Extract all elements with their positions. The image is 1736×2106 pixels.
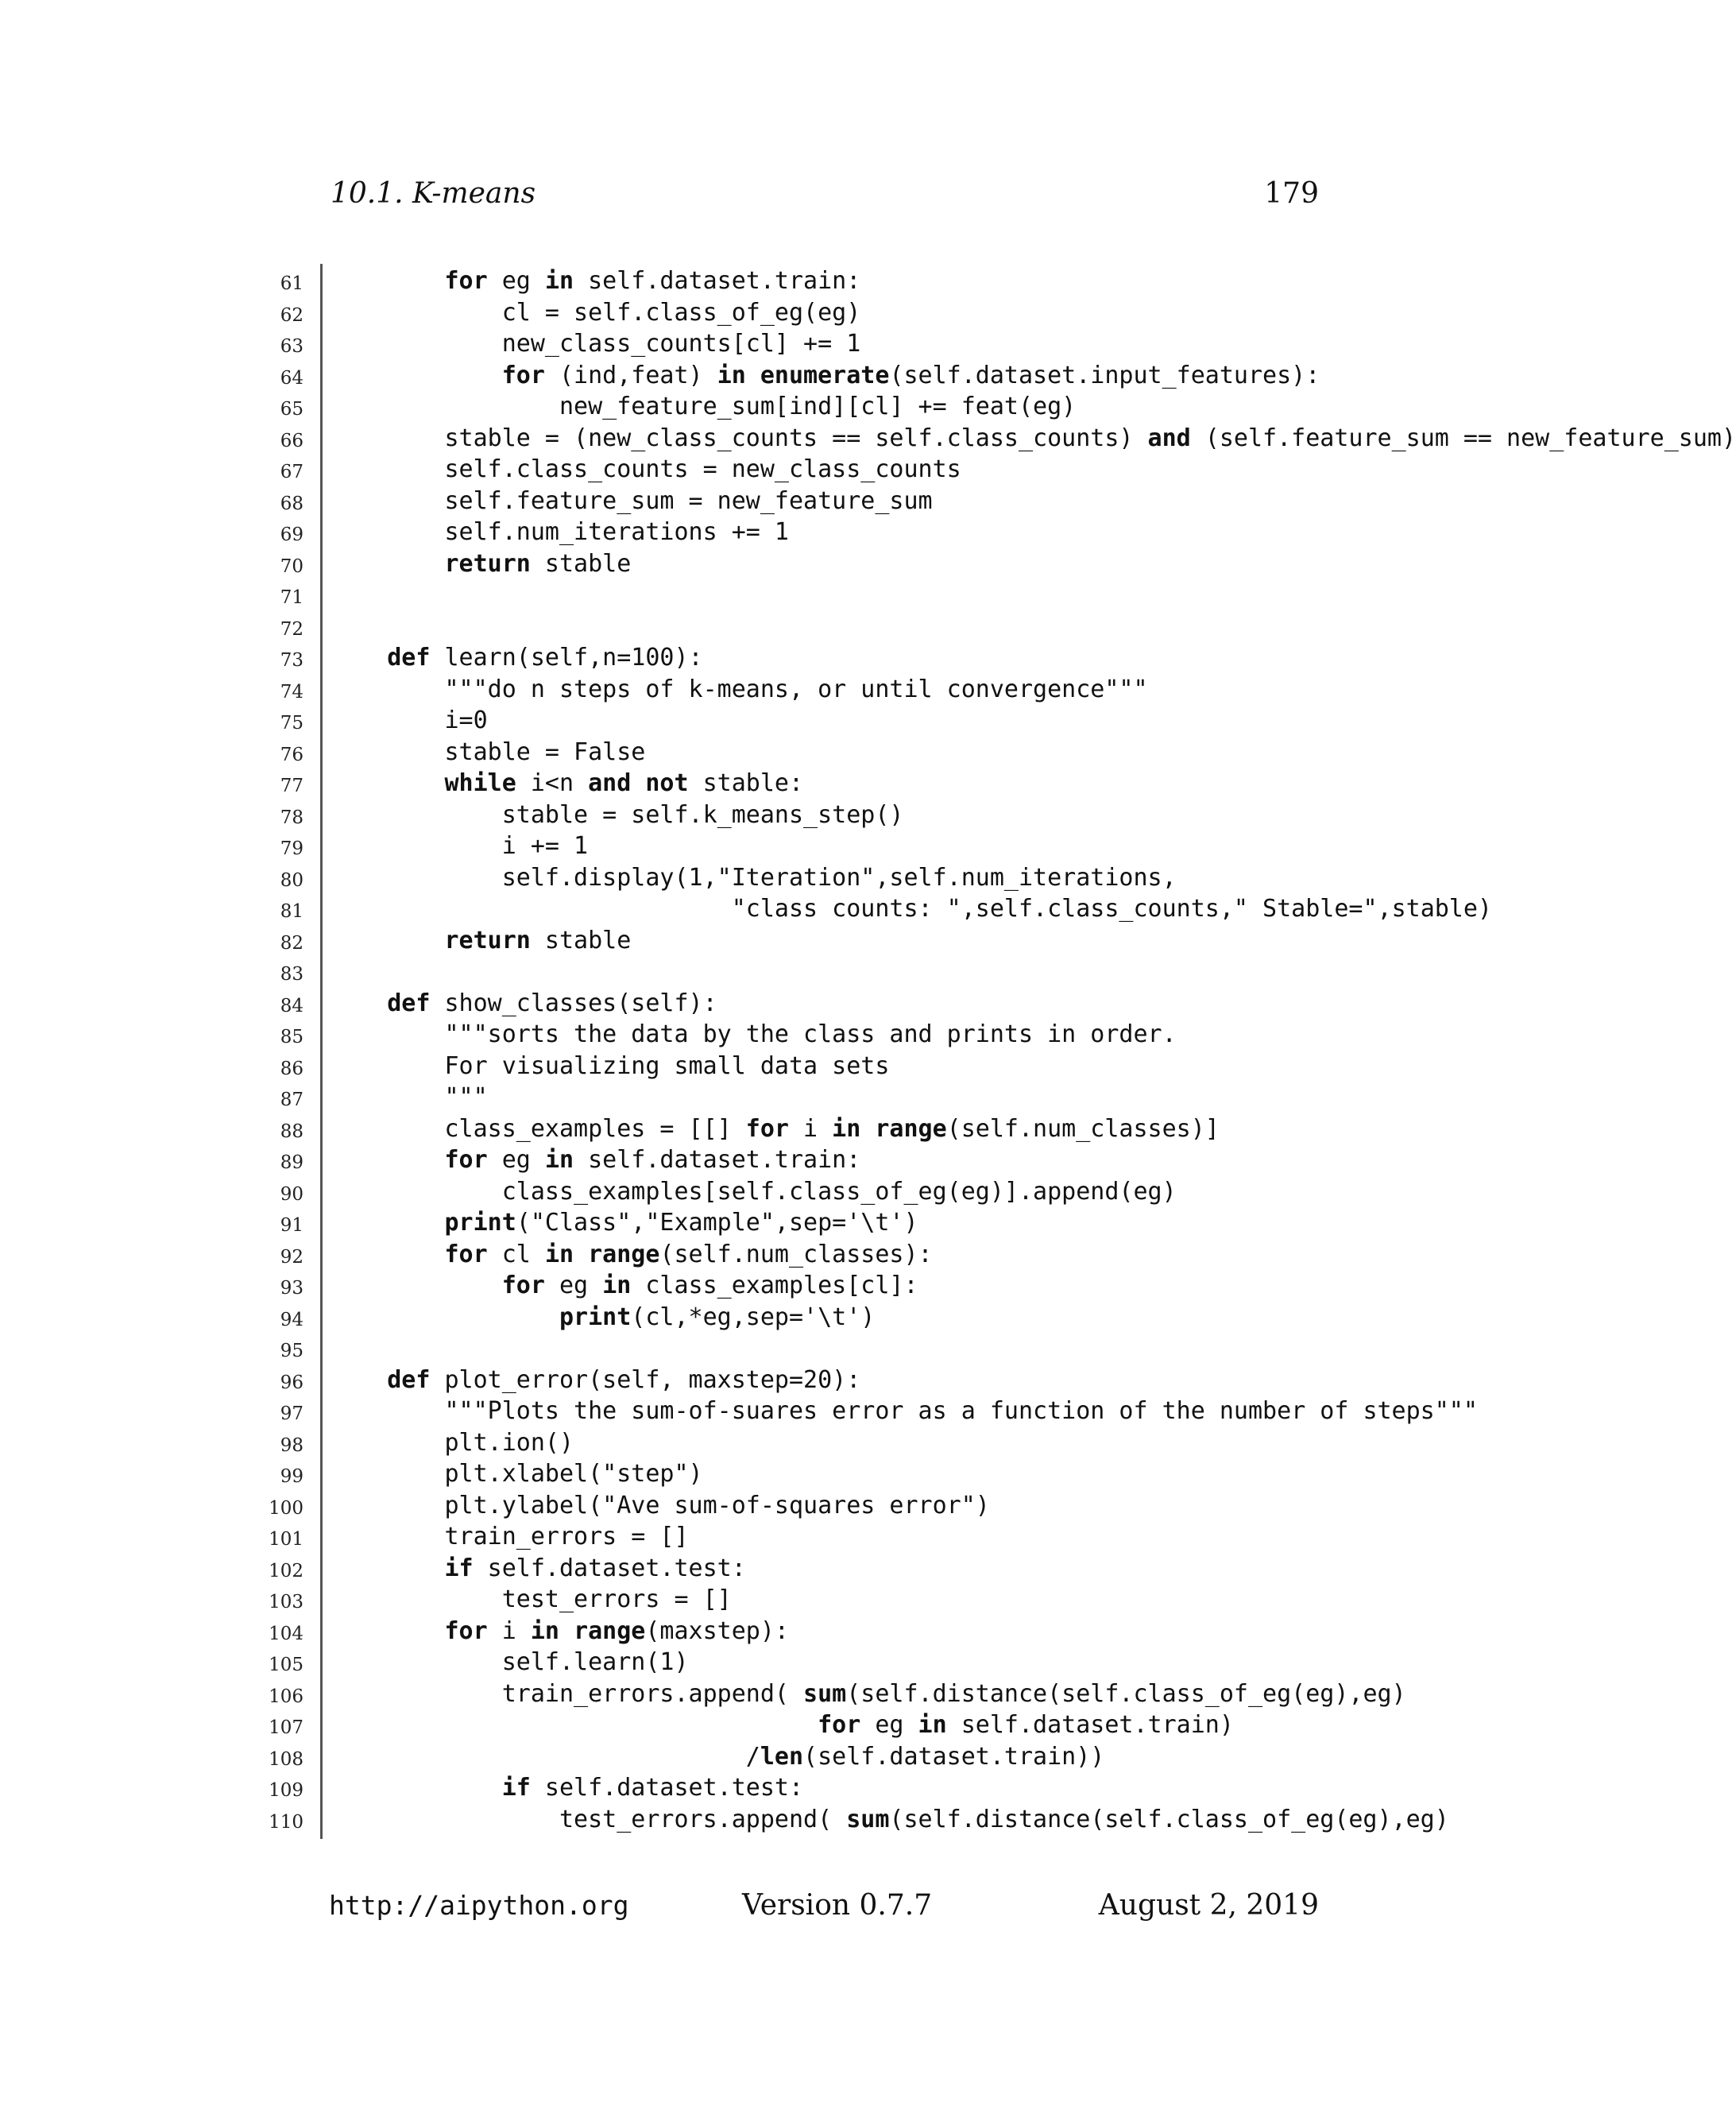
code-indent [330,550,445,578]
line-number: 81 [280,901,304,922]
line-number: 104 [269,1623,304,1644]
line-number: 92 [280,1246,304,1268]
code-indent [330,1209,445,1237]
code-token: plt.ylabel("Ave sum-of-squares error") [444,1491,990,1519]
code-token: self.dataset.train: [574,267,861,295]
code-indent [330,801,502,829]
line-number: 68 [280,493,304,514]
code-token: self.dataset.test: [530,1774,804,1802]
code-token: (self.dataset.input_features): [889,361,1320,389]
code-text [330,674,1148,706]
line-number: 84 [280,995,304,1016]
code-token: self.dataset.train) [946,1711,1234,1739]
line-number: 80 [280,869,304,891]
code-keyword: in [530,1616,559,1645]
code-text [330,1082,488,1113]
code-line [0,328,1627,360]
code-text [330,1490,990,1522]
code-text [330,360,1320,392]
code-indent [330,1178,502,1206]
line-number: 105 [269,1655,304,1675]
line-number: 96 [280,1372,304,1393]
code-keyword: for [745,1114,789,1143]
code-token: """ [444,1083,488,1111]
code-text [330,1113,1220,1145]
code-line [0,925,1627,957]
code-indent [330,1429,445,1457]
code-text [330,1553,746,1585]
code-line [0,454,1627,486]
code-text [330,548,631,580]
line-number: 71 [280,587,304,608]
page-number: 179 [1264,177,1319,210]
code-token: cl [487,1240,545,1268]
code-line [0,1804,1627,1836]
line-number: 108 [269,1748,304,1770]
code-token: """do n steps of k-means, or until convergence""" [444,675,1148,703]
line-number: 67 [280,462,304,482]
code-keyword: for [444,267,488,295]
code-text [330,1427,574,1459]
code-token: self.num_iterations += 1 [444,518,789,546]
code-text [330,737,645,768]
code-line [0,1458,1627,1490]
code-keyword: for [444,1146,488,1174]
code-indent [330,1083,445,1111]
code-text [330,1270,918,1302]
code-line [0,1521,1627,1553]
line-number: 70 [280,556,304,577]
code-token: class_examples[cl]: [631,1272,918,1299]
code-keyword: if [444,1554,474,1582]
line-number: 93 [280,1278,304,1299]
code-text [330,642,703,674]
code-line [0,642,1627,674]
line-number: 110 [269,1811,304,1833]
code-indent [330,518,445,546]
code-line [0,1427,1627,1459]
code-token: self.learn(1) [501,1648,689,1676]
code-token: self.display(1,"Iteration",self.num_iterations, [501,863,1177,892]
code-token: class_examples = [[] [444,1114,746,1143]
code-text [330,705,488,737]
code-line [0,579,1627,611]
code-token [860,1115,875,1143]
code-line [0,799,1627,831]
code-token [574,1241,588,1268]
code-keyword: return [444,926,531,954]
code-token: (self.num_classes): [659,1240,933,1268]
code-line [0,893,1627,925]
code-token: self.feature_sum = new_feature_sum [444,486,933,515]
code-token [746,362,760,389]
code-token: eg [544,1272,603,1299]
code-line [0,1709,1627,1741]
line-number: 91 [280,1215,304,1236]
code-text [330,893,1492,925]
code-indent [330,1303,559,1331]
code-keyword: for [444,1240,488,1268]
code-token: """sorts the data by the class and prints in order. [444,1020,1177,1048]
code-line [0,423,1736,455]
code-indent [330,1806,559,1833]
line-number: 87 [280,1090,304,1110]
code-keyword: print [559,1303,632,1331]
code-token: stable = False [444,737,646,766]
code-keyword: enumerate [760,361,890,389]
code-text [330,1741,1104,1773]
code-token: (self.distance(self.class_of_eg(eg),eg) [889,1805,1449,1833]
code-line [0,862,1627,894]
code-indent [330,832,502,860]
code-keyword: in [544,1240,574,1268]
line-number: 85 [280,1027,304,1047]
code-listing [0,265,1736,1835]
code-keyword: in [544,267,574,295]
code-line [0,988,1627,1020]
code-indent [330,1460,445,1488]
code-indent [330,362,502,389]
code-indent [330,1743,502,1771]
code-text [330,1458,703,1490]
code-token: cl = self.class_of_eg(eg) [501,298,861,327]
code-indent [330,424,445,452]
code-token: (self.num_classes)] [946,1114,1220,1143]
line-number: 86 [280,1058,304,1079]
line-number: 79 [280,838,304,859]
code-indent [330,864,502,892]
line-number: 72 [280,618,304,640]
code-token: plot_error(self, maxstep=20): [430,1365,861,1394]
code-indent [330,1711,502,1739]
code-line [0,1051,1627,1082]
code-text [330,265,860,297]
code-token: eg [487,1146,545,1174]
code-indent [330,738,445,766]
code-text [330,1709,1234,1741]
code-token: For visualizing small data sets [444,1051,890,1080]
code-keyword: sum [803,1679,847,1708]
code-text [330,328,860,360]
code-indent [330,1774,502,1802]
code-token [502,1711,818,1739]
code-indent [330,1492,445,1519]
line-number: 103 [269,1592,304,1612]
line-number: 106 [269,1686,304,1707]
code-token: train_errors.append( [501,1679,804,1708]
code-keyword: range [574,1616,646,1645]
code-line [0,1239,1627,1271]
code-indent [330,330,502,358]
code-indent [330,1617,445,1645]
code-keyword: in [918,1711,947,1739]
line-number: 73 [280,650,304,671]
code-keyword: return [444,549,531,578]
code-text [330,297,860,329]
line-number: 63 [280,336,304,357]
code-token: test_errors.append( [559,1805,847,1833]
code-token: eg [860,1711,918,1739]
line-number: 100 [269,1497,304,1519]
code-keyword: def [387,989,431,1017]
code-line [0,1616,1627,1647]
line-number: 66 [280,430,304,451]
code-text [330,1584,732,1616]
code-line [0,768,1627,799]
code-text [330,1051,889,1082]
line-number: 74 [280,681,304,703]
code-keyword: for [501,361,545,389]
code-token: eg [487,267,545,295]
code-line [0,674,1627,706]
code-line [0,1144,1627,1176]
code-line [0,548,1627,580]
code-indent [330,1146,445,1174]
code-line [0,611,1627,643]
code-text [330,1804,1449,1836]
code-token: (self.dataset.train)) [803,1742,1105,1771]
code-token: (maxstep): [645,1616,789,1645]
line-number: 61 [280,273,304,294]
code-indent [330,267,445,295]
code-line [0,1333,1627,1365]
code-text [330,988,717,1020]
code-token: plt.ion() [444,1428,574,1457]
code-text [330,1521,689,1553]
code-token: / [501,1742,760,1771]
code-token: i [487,1616,531,1645]
code-text [330,1207,918,1239]
code-indent [330,487,445,515]
code-indent [330,1366,387,1394]
code-text [330,1302,875,1334]
code-keyword: sum [846,1805,890,1833]
line-number: 107 [269,1717,304,1738]
code-text [330,1772,803,1804]
code-line [0,1270,1627,1302]
code-indent [330,1554,445,1582]
code-keyword: def [387,644,431,672]
code-indent [330,707,445,734]
code-token: """Plots the sum-of-suares error as a function of the number of steps""" [444,1397,1478,1425]
code-token: stable = (new_class_counts == self.class_counts) [444,424,1148,452]
code-keyword: for [818,1711,861,1739]
code-keyword: and [1147,424,1191,452]
code-text [330,454,961,486]
code-token: plt.xlabel("step") [444,1460,703,1488]
code-indent [330,1241,445,1268]
code-text [330,830,588,862]
code-line [0,517,1627,548]
code-keyword: in [602,1272,632,1299]
code-indent [330,1272,502,1299]
line-number: 94 [280,1309,304,1330]
code-keyword: len [760,1742,804,1771]
code-indent [330,1397,445,1425]
code-indent [330,1648,502,1676]
code-token: (cl,*eg,sep='\t') [631,1303,876,1331]
code-token: i=0 [444,707,488,734]
code-token: stable [530,549,632,578]
line-number: 109 [269,1780,304,1801]
code-keyword: for [501,1272,545,1299]
code-text [330,799,903,831]
code-token: self.dataset.test: [473,1554,746,1582]
code-keyword: if [501,1774,531,1802]
code-token: i += 1 [501,832,589,860]
code-line [0,1584,1627,1616]
code-token: i<n [516,769,589,797]
footer-version: Version 0.7.7 [742,1889,933,1922]
line-number: 64 [280,367,304,389]
code-text [330,1239,933,1271]
code-line [0,830,1627,862]
code-text [330,925,631,957]
code-indent [330,989,387,1017]
code-indent [330,455,445,483]
line-number: 83 [280,964,304,985]
code-indent [330,1052,445,1080]
code-line [0,486,1627,517]
line-number: 77 [280,776,304,796]
code-token: (ind,feat) [544,361,717,389]
code-line [0,1553,1627,1585]
code-keyword: range [875,1114,947,1143]
footer-url[interactable]: http://aipython.org [329,1890,629,1921]
code-token: train_errors = [] [444,1523,689,1550]
code-line [0,1082,1627,1113]
code-line [0,1019,1627,1051]
code-token [559,1617,574,1645]
code-token: test_errors = [] [501,1585,732,1613]
code-indent [330,676,445,703]
code-line [0,1207,1627,1239]
code-indent [330,927,445,954]
code-indent [330,769,445,797]
code-line [0,391,1627,423]
code-line [0,265,1627,297]
code-line [0,297,1627,329]
code-line [0,956,1627,988]
line-number: 75 [280,713,304,734]
line-number: 95 [280,1341,304,1361]
line-number: 65 [280,399,304,420]
code-text [330,423,1736,455]
code-token: learn(self,n=100): [430,644,703,672]
code-keyword: def [387,1365,431,1394]
line-number: 97 [280,1403,304,1424]
code-text [330,486,933,517]
code-line [0,705,1627,737]
code-indent [330,895,502,923]
code-token: class_examples[self.class_of_eg(eg)].append(eg) [501,1177,1177,1206]
code-token: "class counts: ",self.class_counts," Stable=",stable) [501,895,1492,923]
code-token: stable: [688,769,804,797]
code-indent [330,299,502,327]
code-text [330,1176,1177,1208]
line-number: 76 [280,744,304,765]
line-number: 89 [280,1152,304,1173]
code-keyword: in [717,361,746,389]
code-line [0,1176,1627,1208]
code-keyword: while [444,769,516,797]
code-keyword: range [588,1240,660,1268]
code-line [0,1113,1627,1145]
code-line [0,1647,1627,1678]
line-number: 82 [280,932,304,954]
code-token: (self.distance(self.class_of_eg(eg),eg) [846,1679,1406,1708]
code-keyword: for [444,1616,488,1645]
code-indent [330,393,559,420]
code-token: self.class_counts = new_class_counts [444,455,961,483]
code-line [0,1678,1627,1710]
code-text [330,1678,1406,1710]
code-indent [330,1115,445,1143]
code-indent [330,1020,445,1048]
line-number: 88 [280,1121,304,1142]
line-number: 101 [269,1529,304,1550]
code-text [330,862,1177,894]
line-number: 78 [280,807,304,828]
line-number: 102 [269,1560,304,1581]
code-text [330,1144,860,1176]
code-keyword: in [544,1146,574,1174]
line-number: 98 [280,1434,304,1456]
code-token: show_classes(self): [430,989,717,1017]
code-keyword: print [444,1209,516,1237]
line-number: 90 [280,1183,304,1205]
section-title: 10.1. K-means [331,177,536,210]
code-line [0,360,1627,392]
code-text [330,1019,1177,1051]
code-text [330,1396,1478,1427]
code-line [0,737,1627,768]
code-token: stable = self.k_means_step() [501,800,904,829]
code-token: (self.feature_sum == new_feature_sum) [1190,424,1736,452]
code-line [0,1302,1627,1334]
code-token: stable [530,926,632,954]
code-token: self.dataset.train: [574,1146,861,1174]
footer-date: August 2, 2019 [1098,1889,1319,1922]
code-text [330,1616,789,1647]
code-text [330,1365,860,1396]
code-token: new_class_counts[cl] += 1 [501,330,861,358]
code-line [0,1490,1627,1522]
code-text [330,517,789,548]
code-line [0,1365,1627,1396]
code-keyword: and not [588,769,689,797]
code-text [330,1647,689,1678]
code-line [0,1772,1627,1804]
line-number: 69 [280,525,304,545]
code-text [330,391,1076,423]
code-token: ("Class","Example",sep='\t') [516,1209,918,1237]
code-token: i [788,1114,833,1143]
code-indent [330,1585,502,1613]
code-indent [330,1523,445,1550]
code-keyword: in [832,1114,861,1143]
code-text [330,768,803,799]
line-number: 99 [280,1466,304,1487]
code-line [0,1741,1627,1773]
code-indent [330,1680,502,1708]
code-token: new_feature_sum[ind][cl] += feat(eg) [559,393,1077,420]
code-line [0,1396,1627,1427]
line-number: 62 [280,304,304,326]
code-indent [330,644,387,672]
